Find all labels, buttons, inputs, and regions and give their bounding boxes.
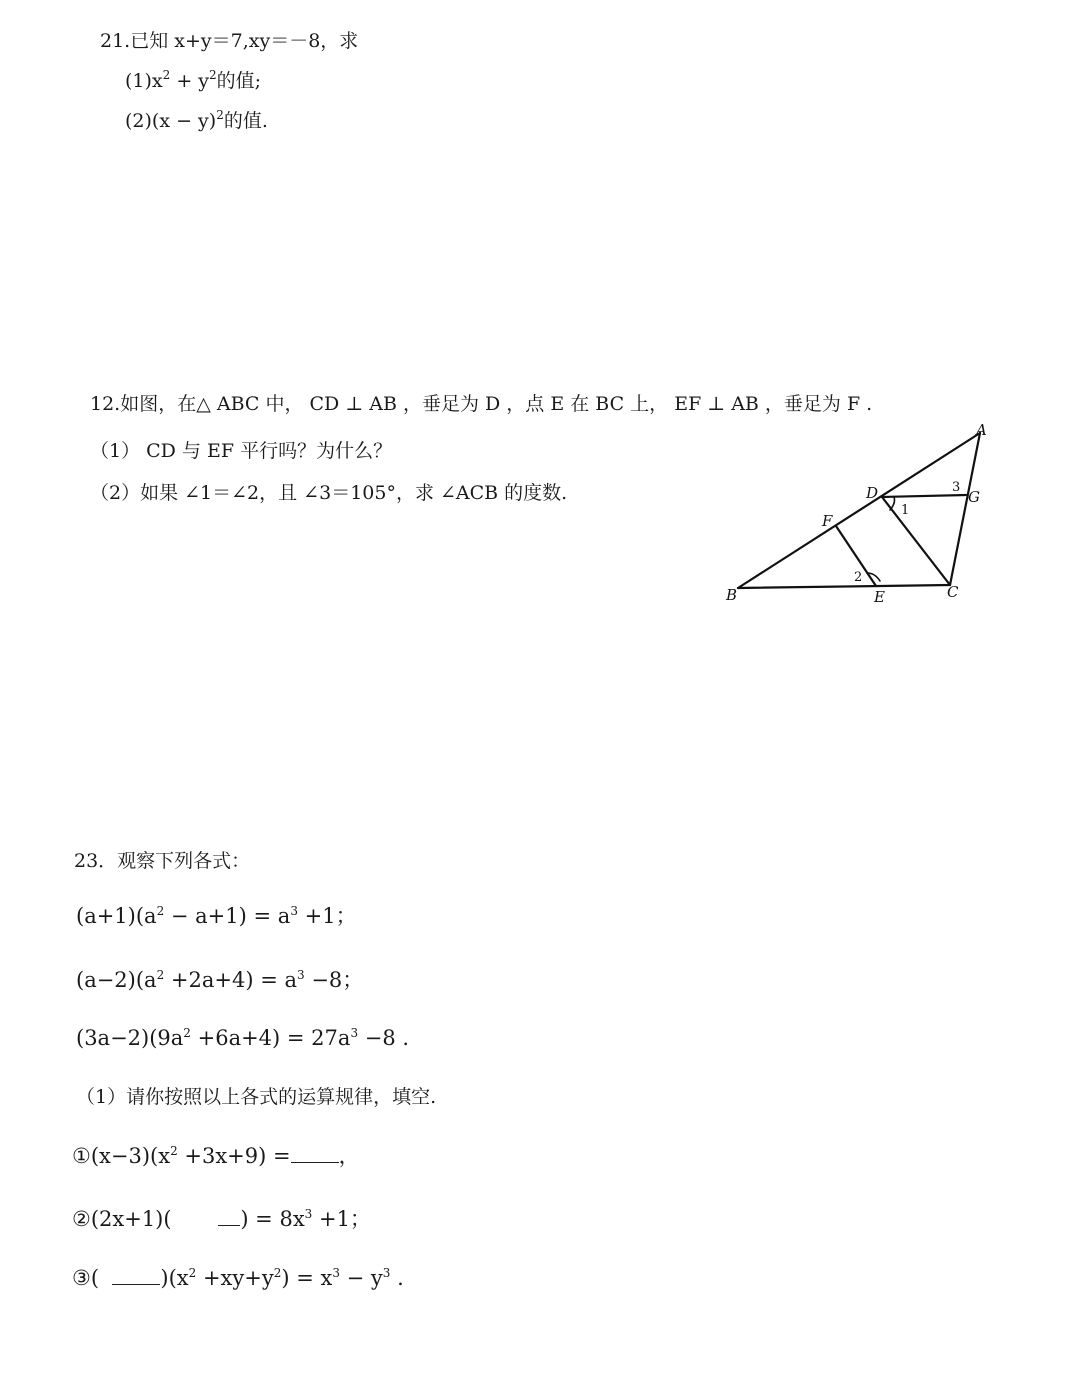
q23-eq2 — [76, 964, 363, 994]
q23-fill3 — [72, 1266, 404, 1290]
eq1-b: − a+1) = a — [164, 904, 291, 928]
fill2-answer-blank[interactable] — [218, 1211, 240, 1226]
eq1-c: +1； — [297, 904, 357, 928]
label-E: E — [874, 588, 885, 606]
fill1-b: +3x+9) = — [177, 1144, 291, 1168]
eq3-b: +6a+4) = 27a — [190, 1026, 351, 1050]
q23-stem: 23．观察下列各式： — [74, 850, 251, 872]
eq3-b-exp: 3 — [350, 1026, 359, 1040]
q21-part1-mid: + y — [170, 70, 210, 92]
fill3-d-exp: 3 — [332, 1266, 340, 1280]
fill3-a: ③( — [72, 1266, 100, 1290]
eq2-a: (a−2)(a — [76, 968, 157, 992]
fill3-b-exp: 2 — [188, 1266, 197, 1280]
label-G: G — [968, 488, 980, 506]
q23-fill1 — [72, 1140, 360, 1170]
fill3-answer-blank[interactable] — [112, 1270, 160, 1285]
label-B: B — [726, 586, 738, 604]
fill3-d: ) = x — [281, 1266, 333, 1290]
label-angle-2: 2 — [854, 570, 863, 585]
fill3-b: )(x — [160, 1266, 189, 1290]
q21-part1-suffix: 的值; — [216, 70, 262, 92]
q21-part2-prefix: (2)(x − y) — [125, 110, 217, 132]
fill3-e: − y — [339, 1266, 383, 1290]
eq2-b: +2a+4) = a — [164, 968, 297, 992]
triangle-figure — [712, 415, 1012, 615]
eq1-b-exp: 3 — [290, 904, 298, 918]
fill3-c: +xy+y — [196, 1266, 274, 1290]
q22-part2: （2）如果 ∠1＝∠2，且 ∠3＝105°，求 ∠ACB 的度数. — [90, 482, 568, 504]
q21-part2-suffix: 的值. — [223, 110, 268, 132]
label-angle-3: 3 — [952, 480, 961, 495]
eq1-a-exp: 2 — [156, 904, 165, 918]
q21-stem: 21.已知 x+y＝7,xy＝－8，求 — [100, 30, 359, 52]
fill1-answer-blank[interactable] — [291, 1148, 339, 1163]
eq2-c: −8； — [304, 968, 364, 992]
segment-DC — [882, 497, 950, 585]
eq2-b-exp: 3 — [297, 968, 305, 982]
fill3-c-exp: 2 — [273, 1266, 282, 1280]
fill3-e-exp: 3 — [382, 1266, 391, 1280]
q21-part1-exp2: 2 — [209, 68, 217, 82]
segment-AC — [950, 433, 980, 585]
eq3-a: (3a−2)(9a — [76, 1026, 184, 1050]
fill1-c: ， — [338, 1144, 360, 1168]
q22-stem: 12.如图，在△ ABC 中， CD ⊥ AB ，垂足为 D ，点 E 在 BC 上， EF ⊥ AB ，垂足为 F . — [90, 393, 873, 415]
label-A: A — [976, 421, 987, 439]
q23-part1: （1）请你按照以上各式的运算规律，填空. — [76, 1086, 437, 1108]
q21-part1 — [125, 66, 261, 93]
fill1-a-exp: 2 — [170, 1144, 178, 1158]
label-angle-1: 1 — [901, 503, 910, 518]
angle-1-arc — [890, 497, 895, 510]
eq2-a-exp: 2 — [156, 968, 165, 982]
label-F: F — [822, 512, 833, 530]
q21-part1-exp1: 2 — [162, 68, 171, 82]
fill1-a: ①(x−3)(x — [72, 1144, 171, 1168]
eq3-a-exp: 2 — [183, 1026, 191, 1040]
segment-BC — [738, 585, 950, 588]
fill3-f: . — [390, 1266, 404, 1290]
q21-part2-exp: 2 — [216, 108, 224, 122]
label-D: D — [866, 484, 879, 502]
eq1-a: (a+1)(a — [76, 904, 157, 928]
q21-part1-prefix: (1)x — [125, 70, 163, 92]
q23-eq1 — [76, 900, 357, 930]
q21-part2 — [125, 106, 268, 133]
q23-eq3 — [76, 1026, 409, 1050]
q22-part1: （1） CD 与 EF 平行吗？为什么？ — [90, 440, 393, 462]
fill2-b-exp: 3 — [304, 1207, 313, 1221]
eq3-c: −8 . — [358, 1026, 410, 1050]
fill2-c: +1； — [312, 1207, 371, 1231]
fill2-b: ) = 8x — [240, 1207, 305, 1231]
fill2-a: ②(2x+1)( — [72, 1207, 172, 1231]
label-C: C — [947, 583, 959, 601]
segment-BA — [738, 433, 980, 588]
q23-fill2 — [72, 1203, 371, 1233]
